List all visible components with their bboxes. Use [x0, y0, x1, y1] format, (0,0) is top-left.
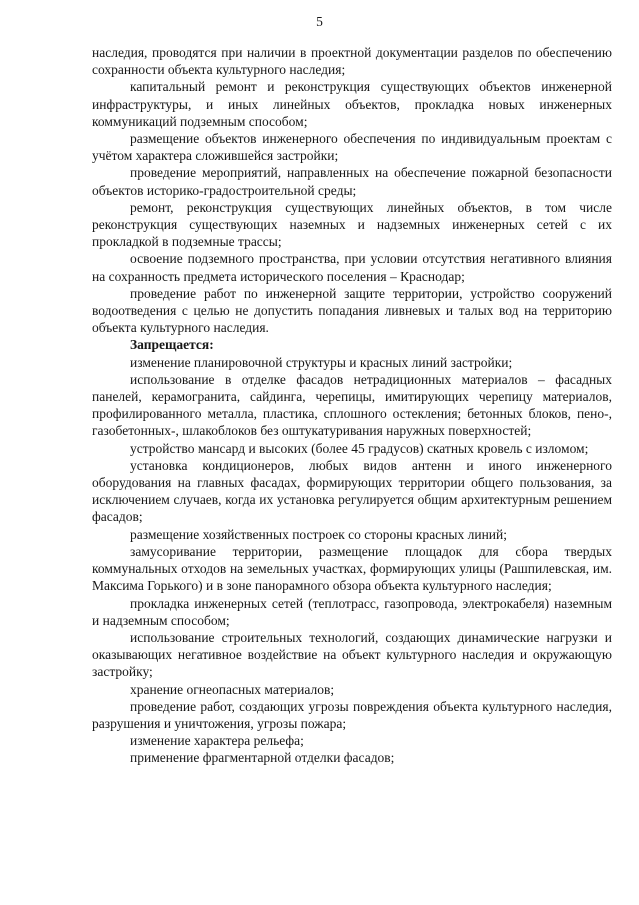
paragraph-capital-repair: капитальный ремонт и реконструкция существующих объектов инженерной инфраструктуры, и иных линейных объектов, прокладка новых инженерных коммуникаций подземным способом; [92, 79, 612, 129]
paragraph-planning-structure: изменение планировочной структуры и красных линий застройки; [130, 354, 513, 370]
paragraph-territory-protection: проведение работ по инженерной защите территории, устройство сооружений водоотведения с целью не допустить попадания ливневых и талых вод на территорию объекта культурного наследия. [92, 285, 612, 336]
document-body [92, 44, 612, 767]
paragraph-engineering-placement: размещение объектов инженерного обеспечения по индивидуальным проектам с учётом характера сложившейся застройки; [92, 131, 612, 164]
paragraph-mansard-roofs: устройство мансард и высоких (более 45 градусов) скатных кровель с изломом; [130, 440, 589, 456]
paragraph-damage-threats: проведение работ, создающих угрозы повреждения объекта культурного наследия, разрушения и уничтожения, угрозы пожара; [92, 698, 612, 731]
paragraph-fire-safety: проведение мероприятий, направленных на обеспечение пожарной безопасности объектов историко-градостроительной среды; [92, 165, 612, 198]
paragraph-linear-objects: ремонт, реконструкция существующих линейных объектов, в том числе реконструкция существующих наземных и надземных инженерных сетей с их прокладкой в подземные трассы; [92, 199, 612, 250]
paragraph-air-conditioners: установка кондиционеров, любых видов антенн и иного инженерного оборудования на главных фасадах, формирующих территории общего пользования, за исключением случаев, когда их установка регулируется общим архитектурным решением фасадов; [92, 457, 612, 525]
paragraph-outbuildings: размещение хозяйственных построек со стороны красных линий; [130, 526, 508, 542]
page-number: 5 [316, 14, 323, 29]
paragraph-fragmentary-finishing: применение фрагментарной отделки фасадов; [130, 750, 395, 766]
paragraph-littering: замусоривание территории, размещение площадок для сбора твердых коммунальных отходов на земельных участках, формирующих улицы (Рашпилевская, им. Максима Горького) и в зоне панорамного обзора объекта культурного наследия; [92, 543, 612, 594]
paragraph-facade-materials: использование в отделке фасадов нетрадиционных материалов – фасадных панелей, керамогранита, сайдинга, черепицы, имитирующих черепицу материалов, профилированного металла, пластика, сплошного остекления; бетонных блоков, пено-, газобетонных-, шлакоблоков без оштукатуривания наружных поверхностей; [92, 371, 612, 439]
paragraph-relief-change: изменение характера рельефа; [130, 733, 304, 749]
paragraph-continuation: наследия, проводятся при наличии в проектной документации разделов по обеспечению сохранности объекта культурного наследия; [92, 45, 612, 78]
section-heading-prohibited: Запрещается: [130, 337, 214, 353]
paragraph-construction-technologies: использование строительных технологий, создающих динамические нагрузки и оказывающих негативное воздействие на объект культурного наследия и окружающую застройку; [92, 629, 612, 680]
paragraph-flammable-storage: хранение огнеопасных материалов; [130, 681, 335, 697]
paragraph-utility-networks: прокладка инженерных сетей (теплотрасс, газопровода, электрокабеля) наземным и надземным способом; [92, 595, 612, 628]
paragraph-underground-space: освоение подземного пространства, при условии отсутствия негативного влияния на сохранность предмета исторического поселения – Краснодар; [92, 251, 612, 284]
